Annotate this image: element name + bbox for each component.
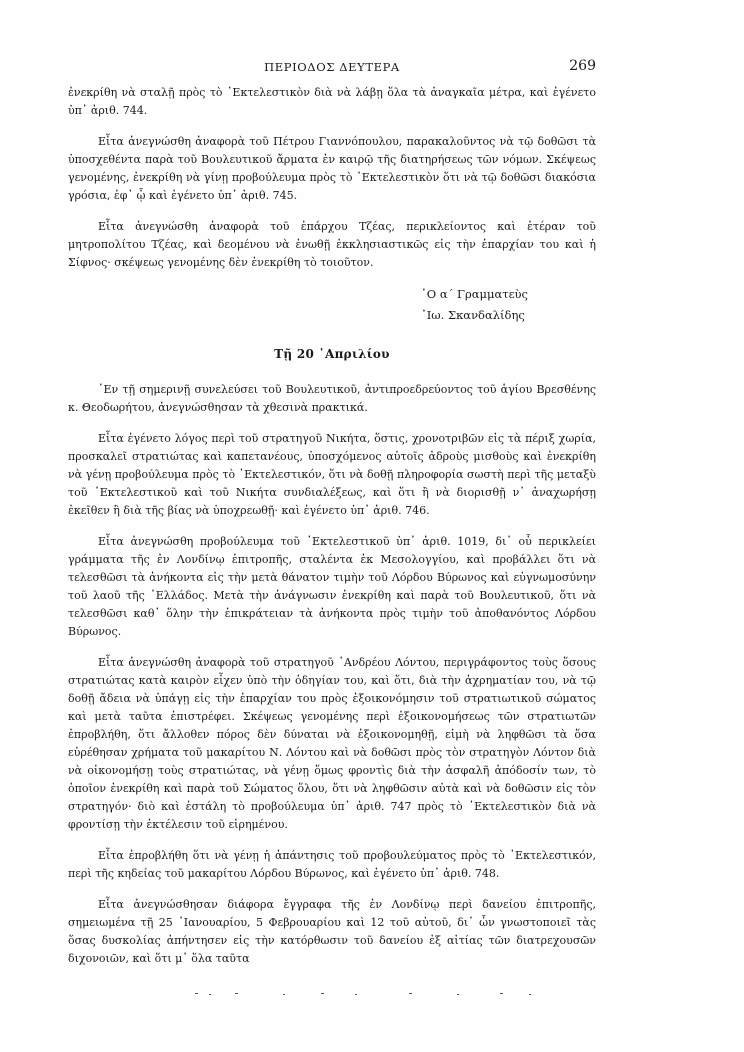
paragraph: ᾿Εν τῇ σημερινῇ συνελεύσει τοῦ Βουλευτικοῦ, ἀντιπροεδρεύοντος τοῦ ἁγίου Βρεσθένης κ. Θεοδωρήτου, ἀνεγνώσθησαν τὰ χθεσινὰ πρακτικά.: [68, 383, 596, 414]
paragraph: Εἶτα ἐπροβλήθη ὅτι νὰ γένῃ ἡ ἀπάντησις τοῦ προβουλεύματος πρὸς τὸ ᾿Εκτελεστικόν, περὶ τῆς κηδείας τοῦ μακαρίτου Λόρδου Βύρωνος, καὶ ἐγένετο ὑπ᾿ ἀριθ. 748.: [68, 849, 596, 880]
signature-name: ᾿Ιω. Σκανδαλίδης: [421, 308, 525, 322]
page-body: [68, 84, 596, 968]
scan-specks: [195, 991, 535, 997]
paragraph: Εἶτα ἀνεγνώσθη ἀναφορὰ τοῦ Πέτρου Γιαννόπουλου, παρακαλοῦντος νὰ τῷ δοθῶσι τὰ ὑποσχεθέντα παρὰ τοῦ Βουλευτικοῦ ἄρματα ἐν καιρῷ τῆς διατηρήσεως τῶν νόμων. Σκέψεως γενομένης, ἐνεκρίθη νὰ γίνῃ προβούλευμα πρὸς τὸ ᾿Εκτελεστικὸν ὅτι νὰ τῷ δοθῶσι διακόσια γρόσια, ἐφ᾿ ᾧ καὶ ἐγένετο ὑπ᾿ ἀριθ. 745.: [68, 135, 596, 202]
paragraph: Εἶτα ἐγένετο λόγος περὶ τοῦ στρατηγοῦ Νικήτα, ὅστις, χρονοτριβῶν εἰς τὰ πέριξ χωρία, προσκαλεῖ στρατιώτας καὶ καπετανέους, ὑποσχόμενος αὐτοῖς ἀδροὺς μισθοὺς καὶ ἐνεκρίθη νὰ γένῃ προβούλευμα πρὸς τὸ ᾿Εκτελεστικόν, ὅτι νὰ δοθῇ πληροφορία σωστὴ περὶ τῆς μεταξὺ τοῦ ᾿Εκτελεστικοῦ καὶ τοῦ Νικήτα συνδιαλέξεως, καὶ ὅτι ἢ νὰ διορισθῇ ν᾿ ἀναχωρήσῃ ἐκεῖθεν ἢ διὰ τῆς βίας νὰ ὑποχρεωθῇ· καὶ ἐγένετο ὑπ᾿ ἀριθ. 746.: [68, 432, 596, 517]
paragraph-continuation: ἐνεκρίθη νὰ σταλῇ πρὸς τὸ ᾿Εκτελεστικὸν διὰ νὰ λάβῃ ὅλα τὰ ἀναγκαῖα μέτρα, καὶ ἐγένετο ὑπ᾿ ἀριθ. 744.: [68, 86, 596, 117]
paragraph: Εἶτα ἀνεγνώσθη προβούλευμα τοῦ ᾿Εκτελεστικοῦ ὑπ᾿ ἀριθ. 1019, δι᾿ οὗ περικλείει γράμματα τῆς ἐν Λονδίνῳ ἐπιτροπῆς, σταλέντα ἐκ Μεσολογγίου, καὶ προβάλλει ὅτι νὰ τελεσθῶσι τὰ ἀνήκοντα εἰς τὴν μετὰ θάνατον τιμὴν τοῦ Λόρδου Βύρωνος καὶ εὐγνωμοσύνην τοῦ λαοῦ τῆς ῾Ελλάδος. Μετὰ τὴν ἀνάγνωσιν ἐνεκρίθη καὶ παρὰ τοῦ Βουλευτικοῦ, ὅτι νὰ τελεσθῶσι καθ᾿ ὅλην τὴν ἐπικράτειαν τὰ ἀνήκοντα πρὸς τιμὴν τοῦ ἀποθανόντος Λόρδου Βύρωνος.: [68, 535, 596, 638]
signature-title: ῾Ο α΄ Γραμματεὺς: [421, 287, 528, 301]
paragraph: Εἶτα ἀνεγνώσθη ἀναφορὰ τοῦ ἐπάρχου Τζέας, περικλείοντος καὶ ἑτέραν τοῦ μητροπολίτου Τζέας, καὶ δεομένου νὰ ἑνωθῇ ἐκκλησιαστικῶς εἰς τὴν ἐπαρχίαν του καὶ ἡ Σίφνος· σκέψεως γενομένης δὲν ἐνεκρίθη τὸ τοιοῦτον.: [68, 220, 596, 269]
page-number: 269: [569, 58, 596, 74]
paragraph: Εἶτα ἀνεγνώσθησαν διάφορα ἔγγραφα τῆς ἐν Λονδίνῳ περὶ δανείου ἐπιτροπῆς, σημειωμένα τῇ 25 ᾿Ιανουαρίου, 5 Φεβρουαρίου καὶ 12 τοῦ αὐτοῦ, δι᾿ ὧν γνωστοποιεῖ τὰς ὅσας δυσκολίας ἀπήντησεν εἰς τὴν κατόρθωσιν τοῦ δανείου ἐξ αἰτίας τῶν διατρεχουσῶν διχονοιῶν, καὶ ὅτι μ᾿ ὅλα ταῦτα: [68, 898, 596, 965]
running-head: ΠΕΡΙΟΔΟΣ ΔΕΥΤΕΡΑ: [264, 60, 400, 74]
page-header: [68, 58, 596, 80]
date-heading: Τῇ 20 ᾿Απριλίου: [274, 347, 390, 361]
signature-block: [421, 284, 596, 326]
paragraph: Εἶτα ἀνεγνώσθη ἀναφορὰ τοῦ στρατηγοῦ ᾿Ανδρέου Λόντου, περιγράφοντος τοὺς ὅσους στρατιώτας κατὰ καιρὸν εἶχεν ὑπὸ τὴν ὁδηγίαν του, καὶ ὅτι, διὰ τὴν ἀχρηματίαν του, νὰ τῷ δοθῇ ἄδεια νὰ ὑπάγῃ εἰς τὴν ἐπαρχίαν του πρὸς ἐξοικονόμησιν τοῦ στρατιωτικοῦ σώματος καὶ μετὰ ταῦτα ἐπιστρέφει. Σκέψεως γενομένης περὶ ἐξοικονομήσεως τῶν στρατιωτῶν ἐπροβλήθη, ὅτι ἄλλοθεν πόρος δὲν δύναται νὰ ἐξοικονομηθῇ, εἰμὴ νὰ ληφθῶσι τὰ ὅσα εὑρέθησαν χρήματα τοῦ μακαρίτου Ν. Λόντου καὶ νὰ δοθῶσι πρὸς τὸν στρατηγὸν Λόντον διὰ νὰ οἰκονομήσῃ τοὺς στρατιώτας, νὰ γένῃ ὅμως φροντὶς διὰ τὴν ἀσφαλῆ ἀπόδοσίν των, τὸ ὁποῖον ἐνεκρίθη καὶ παρὰ τοῦ Σώματος ὅλου, ὅτι νὰ ληφθῶσιν αὐτὰ καὶ νὰ δοθῶσιν εἰς τὸν στρατηγόν· διὸ καὶ ἐστάλη τὸ προβούλευμα ὑπ᾿ ἀριθ. 747 πρὸς τὸ ᾿Εκτελεστικὸν διὰ νὰ φροντίσῃ τὴν ἐκτέλεσιν τοῦ εἰρημένου.: [68, 656, 596, 831]
